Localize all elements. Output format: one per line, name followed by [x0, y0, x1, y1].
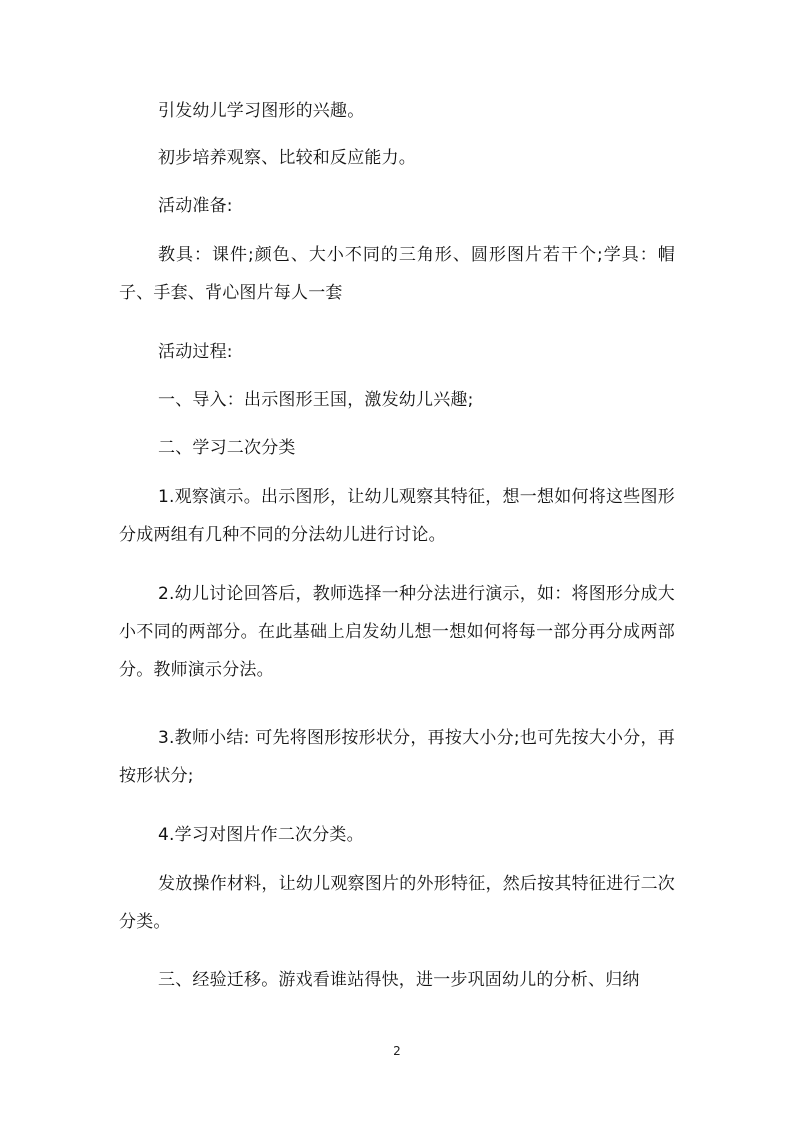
heading-secondary-classification: 二、学习二次分类: [158, 438, 296, 458]
paragraph-step-3: 3.教师小结: 可先将图形按形状分，再按大小分;也可先按大小分，再按形状分;: [119, 728, 675, 786]
paragraph-step-4: 4.学习对图片作二次分类。: [158, 825, 364, 845]
paragraph-operation-materials: 发放操作材料，让幼儿观察图片的外形特征，然后按其特征进行二次分类。: [119, 874, 675, 932]
paragraph-introduction: 一、导入：出示图形王国，激发幼儿兴趣;: [158, 390, 474, 410]
paragraph-goal-ability: 初步培养观察、比较和反应能力。: [158, 148, 416, 168]
paragraph-step-1: 1.观察演示。出示图形，让幼儿观察其特征，想一想如何将这些图形分成两组有几种不同的分法幼儿进行讨论。: [119, 487, 675, 545]
page-number: 2: [393, 1044, 401, 1058]
paragraph-experience-transfer: 三、经验迁移。游戏看谁站得快，进一步巩固幼儿的分析、归纳: [158, 970, 640, 990]
paragraph-goal-interest: 引发幼儿学习图形的兴趣。: [158, 101, 365, 121]
paragraph-step-2: 2.幼儿讨论回答后，教师选择一种分法进行演示，如：将图形分成大小不同的两部分。在此基础上启发幼儿想一想如何将每一部分再分成两部分。教师演示分法。: [119, 584, 675, 680]
heading-preparation: 活动准备:: [158, 196, 233, 216]
heading-process: 活动过程:: [158, 342, 233, 362]
paragraph-materials: 教具：课件;颜色、大小不同的三角形、圆形图片若干个;学具：帽子、手套、背心图片每人一套: [119, 245, 675, 303]
